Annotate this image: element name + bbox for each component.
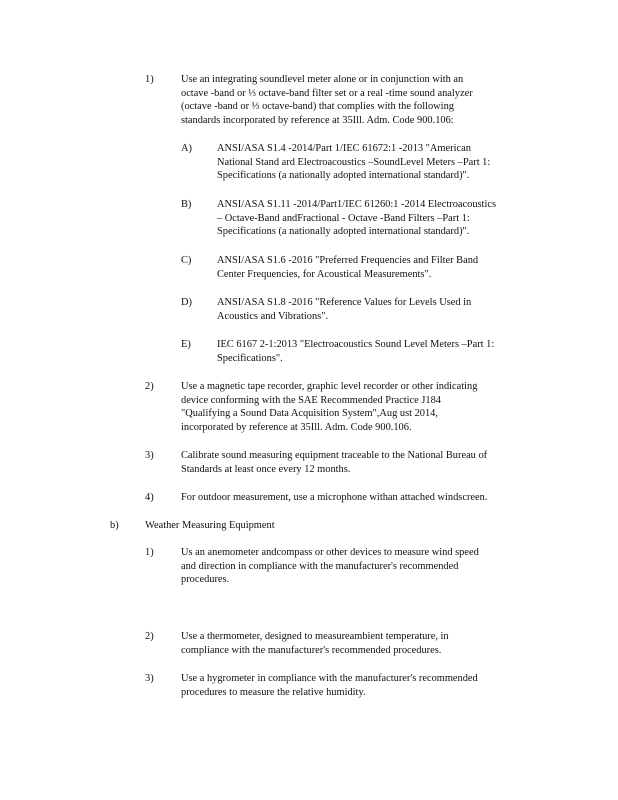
section-heading: Weather Measuring Equipment bbox=[145, 520, 275, 531]
item-label: D) bbox=[181, 297, 192, 308]
item-text: ANSI/ASA S1.4 -2014/Part 1/IEC 61672:1 -2013 "American National Stand ard Electroacoustics –SoundLevel Meters –Part 1: Specifications (a nationally adopted international standard)". bbox=[217, 143, 491, 182]
item-text: IEC 6167 2-1:2013 "Electroacoustics Sound Level Meters –Part 1: Specifications". bbox=[217, 339, 495, 364]
item-text: Calibrate sound measuring equipment traceable to the National Bureau of Standards at least once every 12 months. bbox=[181, 450, 488, 475]
item-label: 2) bbox=[145, 631, 154, 642]
item-label: 4) bbox=[145, 492, 154, 503]
item-text: Use an integrating soundlevel meter alone or in conjunction with an octave -band or ⅓ octave-band filter set or a real -time sound analyzer (octave -band or ⅓ octave-band) that complies with the following standards incorporated by reference at 35Ill. Adm. Code 900.106: bbox=[181, 74, 473, 126]
item-label: E) bbox=[181, 339, 191, 350]
item-text: Use a magnetic tape recorder, graphic level recorder or other indicating device conforming with the SAE Recommended Practice J184 "Qualifying a Sound Data Acquisition System",Aug ust 2014, incorporated by reference at 35Ill. Adm. Code 900.106. bbox=[181, 381, 478, 433]
item-text: Us an anemometer andcompass or other devices to measure wind speed and direction in compliance with the manufacturer's recommended procedures. bbox=[181, 547, 479, 586]
item-label: C) bbox=[181, 255, 192, 266]
item-text: Use a thermometer, designed to measureambient temperature, in compliance with the manufacturer's recommended procedures. bbox=[181, 631, 449, 656]
item-text: Use a hygrometer in compliance with the manufacturer's recommended procedures to measure the relative humidity. bbox=[181, 673, 478, 698]
item-label: B) bbox=[181, 199, 192, 210]
item-label: 3) bbox=[145, 450, 154, 461]
item-text: ANSI/ASA S1.8 -2016 "Reference Values for Levels Used in Acoustics and Vibrations". bbox=[217, 297, 472, 322]
item-label: 3) bbox=[145, 673, 154, 684]
item-label: 1) bbox=[145, 547, 154, 558]
item-text: For outdoor measurement, use a microphone withan attached windscreen. bbox=[181, 492, 488, 503]
item-label: A) bbox=[181, 143, 192, 154]
item-text: ANSI/ASA S1.6 -2016 "Preferred Frequencies and Filter Band Center Frequencies, for Acoustical Measurements". bbox=[217, 255, 479, 280]
item-label: 2) bbox=[145, 381, 154, 392]
item-label: 1) bbox=[145, 74, 154, 85]
section-label: b) bbox=[110, 520, 119, 531]
item-text: ANSI/ASA S1.11 -2014/Part1/IEC 61260:1 -2014 Electroacoustics – Octave-Band andFractional - Octave -Band Filters –Part 1: Specifications (a nationally adopted international standard)". bbox=[217, 199, 496, 238]
